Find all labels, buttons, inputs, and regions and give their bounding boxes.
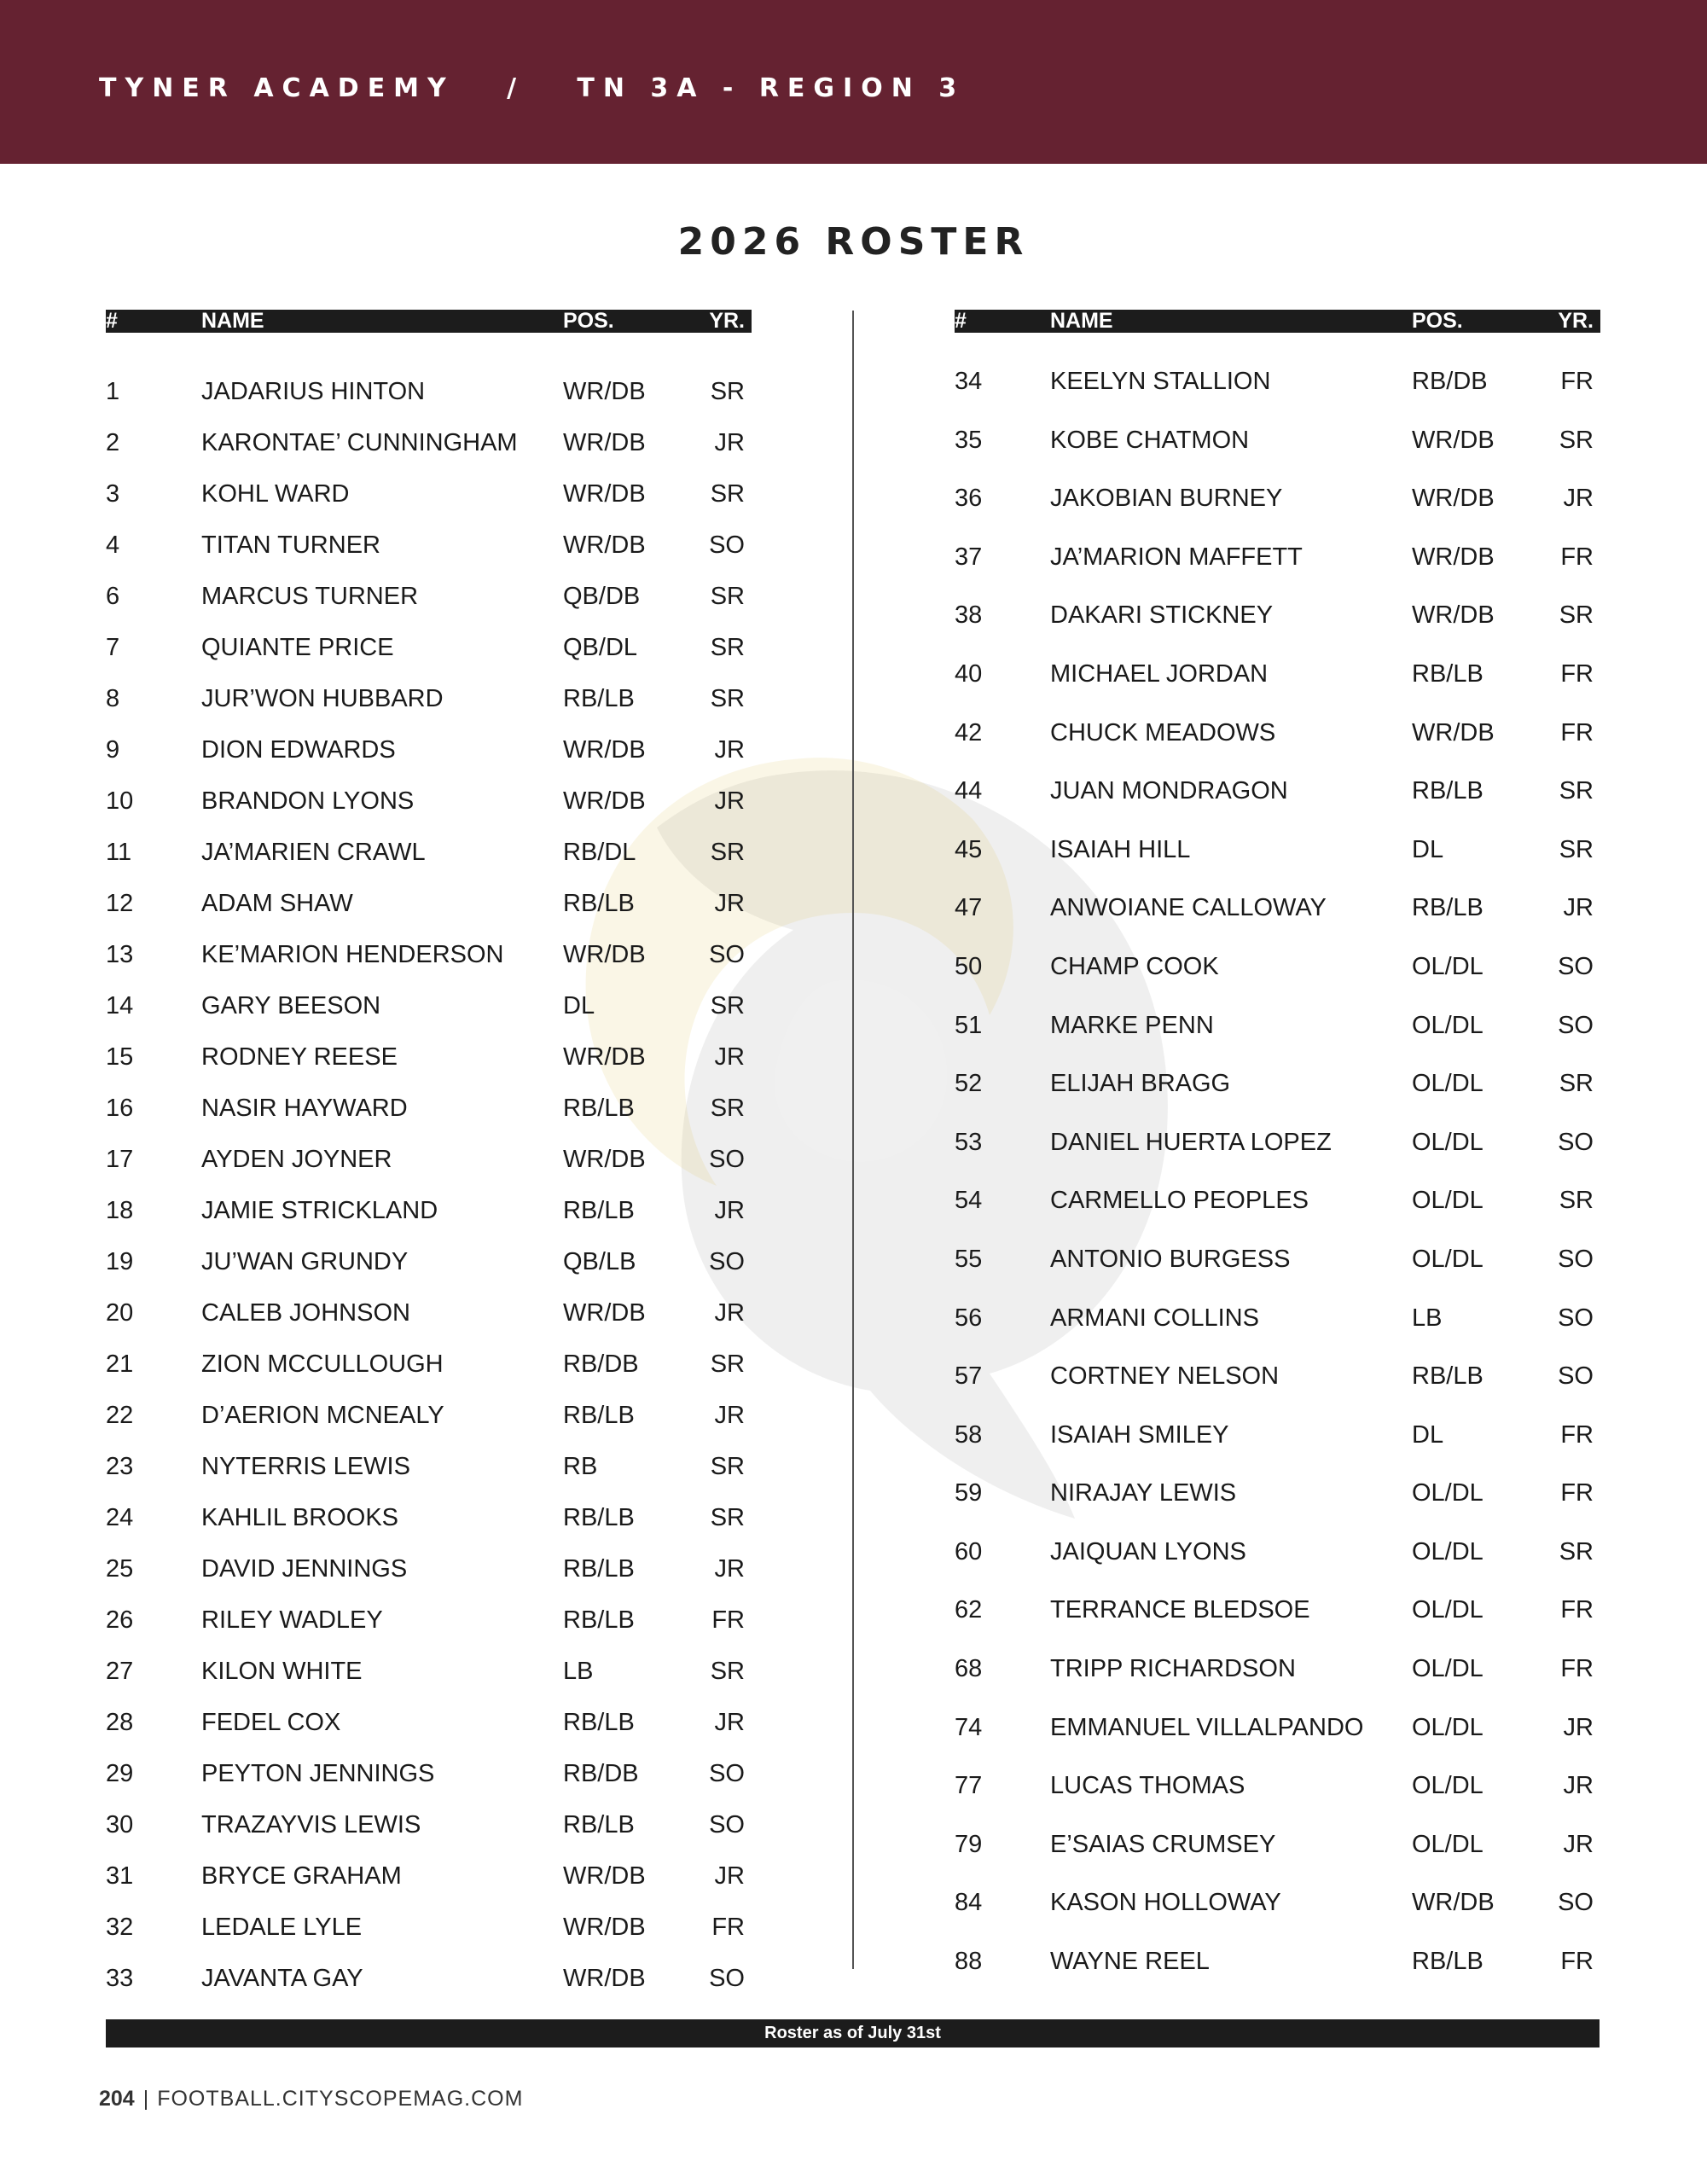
player-number: 2 (106, 429, 120, 456)
player-name: KASON HOLLOWAY (1050, 1889, 1281, 1917)
player-name: TRAZAYVIS LEWIS (201, 1811, 421, 1838)
player-name: EMMANUEL VILLALPANDO (1050, 1713, 1364, 1741)
player-name: DION EDWARDS (201, 736, 396, 764)
player-number: 60 (955, 1537, 983, 1565)
player-position: WR/DB (1412, 601, 1495, 630)
player-number: 52 (955, 1070, 983, 1098)
player-year: FR (1560, 1655, 1594, 1683)
player-position: WR/DB (1412, 718, 1495, 746)
player-position: WR/DB (563, 1862, 646, 1890)
player-number: 18 (106, 1197, 134, 1224)
player-position: RB/DB (563, 1760, 639, 1787)
player-year: FR (1560, 718, 1594, 746)
player-number: 8 (106, 685, 120, 712)
player-number: 84 (955, 1889, 983, 1917)
player-position: RB/LB (563, 1197, 635, 1224)
player-name: KEELYN STALLION (1050, 368, 1271, 395)
player-name: BRANDON LYONS (201, 787, 415, 815)
player-name: TITAN TURNER (201, 531, 380, 559)
player-number: 11 (106, 839, 132, 866)
player-year: JR (1563, 485, 1594, 513)
player-year: FR (711, 1606, 745, 1634)
masthead: TYNER ACADEMY / TN 3A - REGION 3 (99, 73, 966, 103)
player-year: SR (710, 992, 745, 1019)
player-year: JR (714, 1197, 745, 1224)
player-position: OL/DL (1412, 1537, 1483, 1565)
page-number: 204 (99, 2087, 135, 2111)
player-number: 4 (106, 531, 120, 559)
column-header-number: # (955, 309, 967, 333)
player-position: RB/LB (1412, 1362, 1483, 1391)
player-position: OL/DL (1412, 1772, 1483, 1800)
player-year: SR (1559, 777, 1594, 805)
player-name: JAMIE STRICKLAND (201, 1197, 438, 1224)
player-number: 74 (955, 1713, 983, 1741)
player-position: WR/DB (1412, 485, 1495, 513)
player-position: QB/DL (563, 634, 638, 661)
player-year: SR (710, 634, 745, 661)
player-year: FR (711, 1914, 745, 1941)
player-year: FR (1560, 1948, 1594, 1976)
player-number: 10 (106, 787, 134, 815)
player-year: SR (1559, 601, 1594, 630)
player-name: NYTERRIS LEWIS (201, 1453, 410, 1480)
website-link[interactable]: FOOTBALL.CITYSCOPEMAG.COM (157, 2087, 524, 2111)
player-name: ISAIAH SMILEY (1050, 1420, 1229, 1449)
player-year: SR (710, 480, 745, 508)
folio-separator: | (142, 2087, 149, 2111)
player-name: LEDALE LYLE (201, 1914, 363, 1941)
player-name: JAKOBIAN BURNEY (1050, 485, 1283, 513)
player-year: FR (1560, 368, 1594, 395)
player-number: 56 (955, 1304, 983, 1332)
player-name: KARONTAE’ CUNNINGHAM (201, 429, 518, 456)
roster-rows-left (106, 333, 752, 2018)
player-name: CARMELLO PEOPLES (1050, 1187, 1309, 1215)
player-name: E’SAIAS CRUMSEY (1050, 1830, 1276, 1858)
player-number: 25 (106, 1555, 134, 1583)
player-number: 62 (955, 1596, 983, 1624)
player-year: JR (714, 1862, 745, 1890)
player-name: ELIJAH BRAGG (1050, 1070, 1231, 1098)
player-year: SO (1558, 1128, 1594, 1156)
player-position: OL/DL (1412, 1245, 1483, 1273)
column-header-position: POS. (1412, 309, 1463, 333)
player-number: 20 (106, 1299, 134, 1327)
player-number: 47 (955, 894, 983, 922)
roster-rows-right (955, 333, 1600, 2007)
player-number: 27 (106, 1658, 134, 1685)
header-band (0, 0, 1707, 164)
player-name: DAVID JENNINGS (201, 1555, 408, 1583)
player-name: KOHL WARD (201, 480, 350, 508)
player-position: RB/LB (1412, 894, 1483, 922)
player-name: WAYNE REEL (1050, 1948, 1210, 1976)
player-name: QUIANTE PRICE (201, 634, 394, 661)
player-name: ISAIAH HILL (1050, 835, 1191, 863)
player-name: KE’MARION HENDERSON (201, 941, 504, 968)
player-position: RB/LB (563, 685, 635, 712)
player-name: JU’WAN GRUNDY (201, 1248, 409, 1275)
player-name: RILEY WADLEY (201, 1606, 383, 1634)
player-number: 38 (955, 601, 983, 630)
player-number: 57 (955, 1362, 983, 1391)
player-position: WR/DB (563, 429, 646, 456)
roster-table-right (955, 310, 1600, 2007)
player-number: 14 (106, 992, 134, 1019)
player-position: RB/LB (1412, 777, 1483, 805)
player-number: 3 (106, 480, 120, 508)
player-year: SO (709, 1760, 745, 1787)
player-name: DANIEL HUERTA LOPEZ (1050, 1128, 1332, 1156)
player-position: RB/LB (563, 1095, 635, 1122)
player-position: OL/DL (1412, 1070, 1483, 1098)
player-year: SO (1558, 1245, 1594, 1273)
player-year: JR (714, 890, 745, 917)
player-name: NASIR HAYWARD (201, 1095, 408, 1122)
roster-date-note: Roster as of July 31st (106, 2019, 1600, 2048)
player-year: JR (714, 736, 745, 764)
player-position: RB/LB (563, 1709, 635, 1736)
player-number: 44 (955, 777, 983, 805)
player-position: DL (563, 992, 595, 1019)
player-year: JR (714, 1043, 745, 1071)
player-year: JR (714, 787, 745, 815)
player-number: 12 (106, 890, 134, 917)
table-header (106, 310, 752, 333)
player-year: SO (709, 1146, 745, 1173)
player-year: JR (1563, 1830, 1594, 1858)
column-header-year: YR. (1558, 309, 1594, 333)
player-name: MARCUS TURNER (201, 583, 419, 610)
player-position: WR/DB (563, 1914, 646, 1941)
player-position: WR/DB (1412, 1889, 1495, 1917)
player-position: WR/DB (563, 480, 646, 508)
player-number: 9 (106, 736, 120, 764)
player-year: SR (710, 1095, 745, 1122)
player-position: RB/DL (563, 839, 636, 866)
player-name: CORTNEY NELSON (1050, 1362, 1280, 1391)
player-position: RB/DB (563, 1350, 639, 1378)
player-number: 54 (955, 1187, 983, 1215)
player-year: SO (709, 941, 745, 968)
player-year: JR (1563, 1772, 1594, 1800)
player-position: OL/DL (1412, 1128, 1483, 1156)
player-year: SR (710, 378, 745, 405)
player-number: 24 (106, 1504, 134, 1531)
player-number: 19 (106, 1248, 134, 1275)
player-name: MARKE PENN (1050, 1011, 1214, 1039)
player-position: DL (1412, 1420, 1444, 1449)
player-name: ADAM SHAW (201, 890, 353, 917)
player-position: WR/DB (563, 1965, 646, 1992)
player-position: RB/LB (563, 890, 635, 917)
player-name: KOBE CHATMON (1050, 426, 1250, 454)
player-position: OL/DL (1412, 1479, 1483, 1507)
player-number: 35 (955, 426, 983, 454)
player-name: CHAMP COOK (1050, 952, 1219, 980)
player-name: ARMANI COLLINS (1050, 1304, 1259, 1332)
player-name: ANTONIO BURGESS (1050, 1245, 1291, 1273)
player-year: JR (714, 429, 745, 456)
player-position: RB (563, 1453, 598, 1480)
player-number: 32 (106, 1914, 134, 1941)
player-year: SO (1558, 1362, 1594, 1391)
player-name: LUCAS THOMAS (1050, 1772, 1245, 1800)
player-position: RB/DB (1412, 368, 1488, 395)
player-year: SO (709, 1811, 745, 1838)
player-number: 50 (955, 952, 983, 980)
player-number: 68 (955, 1655, 983, 1683)
player-number: 15 (106, 1043, 134, 1071)
player-name: KILON WHITE (201, 1658, 363, 1685)
player-number: 16 (106, 1095, 134, 1122)
player-year: SO (1558, 1011, 1594, 1039)
player-year: FR (1560, 1596, 1594, 1624)
player-position: WR/DB (563, 941, 646, 968)
page-footer (99, 2087, 523, 2111)
player-position: WR/DB (563, 531, 646, 559)
player-position: OL/DL (1412, 952, 1483, 980)
player-name: JUAN MONDRAGON (1050, 777, 1288, 805)
player-position: RB/LB (563, 1811, 635, 1838)
player-number: 23 (106, 1453, 134, 1480)
table-header (955, 310, 1600, 333)
player-name: DAKARI STICKNEY (1050, 601, 1274, 630)
player-year: JR (1563, 894, 1594, 922)
player-number: 1 (106, 378, 120, 405)
player-number: 6 (106, 583, 120, 610)
player-year: FR (1560, 1479, 1594, 1507)
player-year: FR (1560, 543, 1594, 571)
player-position: OL/DL (1412, 1713, 1483, 1741)
player-position: WR/DB (1412, 543, 1495, 571)
player-year: JR (714, 1709, 745, 1736)
player-position: RB/LB (1412, 659, 1483, 688)
player-name: JA’MARIEN CRAWL (201, 839, 426, 866)
player-name: JAVANTA GAY (201, 1965, 363, 1992)
column-divider (852, 311, 854, 1969)
player-number: 26 (106, 1606, 134, 1634)
player-year: SR (710, 583, 745, 610)
player-position: WR/DB (563, 787, 646, 815)
column-header-number: # (106, 309, 118, 333)
player-year: SR (710, 1453, 745, 1480)
player-name: JAIQUAN LYONS (1050, 1537, 1246, 1565)
player-year: SO (1558, 952, 1594, 980)
player-name: BRYCE GRAHAM (201, 1862, 402, 1890)
column-header-name: NAME (1050, 309, 1113, 333)
player-year: JR (714, 1299, 745, 1327)
player-number: 51 (955, 1011, 983, 1039)
player-position: WR/DB (563, 736, 646, 764)
player-position: OL/DL (1412, 1655, 1483, 1683)
player-position: RB/LB (563, 1555, 635, 1583)
player-position: OL/DL (1412, 1830, 1483, 1858)
player-name: D’AERION MCNEALY (201, 1402, 444, 1429)
player-position: WR/DB (563, 378, 646, 405)
player-year: FR (1560, 1420, 1594, 1449)
player-position: RB/LB (563, 1402, 635, 1429)
player-number: 28 (106, 1709, 134, 1736)
player-number: 29 (106, 1760, 134, 1787)
player-number: 31 (106, 1862, 134, 1890)
player-name: JA’MARION MAFFETT (1050, 543, 1303, 571)
player-year: SO (709, 1965, 745, 1992)
player-number: 33 (106, 1965, 134, 1992)
roster-table-left (106, 310, 752, 2018)
player-position: QB/DB (563, 583, 641, 610)
player-year: SR (710, 685, 745, 712)
player-number: 77 (955, 1772, 983, 1800)
player-position: WR/DB (563, 1043, 646, 1071)
player-name: TRIPP RICHARDSON (1050, 1655, 1296, 1683)
player-name: PEYTON JENNINGS (201, 1760, 435, 1787)
player-name: TERRANCE BLEDSOE (1050, 1596, 1310, 1624)
player-name: CALEB JOHNSON (201, 1299, 410, 1327)
page-title: 2026 ROSTER (677, 220, 1030, 264)
player-year: SR (1559, 1070, 1594, 1098)
player-name: KAHLIL BROOKS (201, 1504, 399, 1531)
player-number: 59 (955, 1479, 983, 1507)
player-number: 30 (106, 1811, 134, 1838)
player-year: SR (710, 1350, 745, 1378)
player-year: SR (710, 1504, 745, 1531)
player-name: GARY BEESON (201, 992, 381, 1019)
player-position: WR/DB (563, 1146, 646, 1173)
player-number: 34 (955, 368, 983, 395)
player-number: 79 (955, 1830, 983, 1858)
player-position: QB/LB (563, 1248, 636, 1275)
player-number: 37 (955, 543, 983, 571)
player-year: JR (714, 1402, 745, 1429)
player-name: RODNEY REESE (201, 1043, 398, 1071)
player-number: 36 (955, 485, 983, 513)
player-year: JR (1563, 1713, 1594, 1741)
player-year: SO (1558, 1304, 1594, 1332)
player-position: OL/DL (1412, 1596, 1483, 1624)
player-position: RB/LB (563, 1504, 635, 1531)
player-number: 55 (955, 1245, 983, 1273)
player-number: 88 (955, 1948, 983, 1976)
player-year: SR (1559, 1537, 1594, 1565)
player-year: SR (710, 1658, 745, 1685)
column-header-name: NAME (201, 309, 264, 333)
player-year: SR (1559, 426, 1594, 454)
player-year: SO (709, 1248, 745, 1275)
column-header-year: YR. (709, 309, 745, 333)
player-position: LB (563, 1658, 594, 1685)
player-number: 17 (106, 1146, 134, 1173)
player-name: JUR’WON HUBBARD (201, 685, 444, 712)
player-number: 40 (955, 659, 983, 688)
player-number: 22 (106, 1402, 134, 1429)
player-name: ANWOIANE CALLOWAY (1050, 894, 1327, 922)
player-name: FEDEL COX (201, 1709, 341, 1736)
table-row (955, 1948, 1600, 2007)
player-number: 58 (955, 1420, 983, 1449)
player-name: MICHAEL JORDAN (1050, 659, 1269, 688)
player-name: AYDEN JOYNER (201, 1146, 392, 1173)
player-position: DL (1412, 835, 1444, 863)
player-position: RB/LB (1412, 1948, 1483, 1976)
player-number: 42 (955, 718, 983, 746)
player-name: CHUCK MEADOWS (1050, 718, 1276, 746)
player-number: 7 (106, 634, 120, 661)
player-position: OL/DL (1412, 1011, 1483, 1039)
player-year: JR (714, 1555, 745, 1583)
player-year: SR (710, 839, 745, 866)
player-year: SR (1559, 835, 1594, 863)
player-year: FR (1560, 659, 1594, 688)
player-position: OL/DL (1412, 1187, 1483, 1215)
player-name: ZION MCCULLOUGH (201, 1350, 444, 1378)
player-year: SO (1558, 1889, 1594, 1917)
player-position: LB (1412, 1304, 1443, 1332)
player-name: NIRAJAY LEWIS (1050, 1479, 1237, 1507)
player-position: WR/DB (563, 1299, 646, 1327)
player-name: JADARIUS HINTON (201, 378, 426, 405)
player-number: 13 (106, 941, 134, 968)
player-year: SO (709, 531, 745, 559)
player-position: RB/LB (563, 1606, 635, 1634)
player-number: 45 (955, 835, 983, 863)
player-number: 53 (955, 1128, 983, 1156)
table-row (106, 1967, 752, 2018)
player-number: 21 (106, 1350, 134, 1378)
column-header-position: POS. (563, 309, 614, 333)
player-position: WR/DB (1412, 426, 1495, 454)
player-year: SR (1559, 1187, 1594, 1215)
